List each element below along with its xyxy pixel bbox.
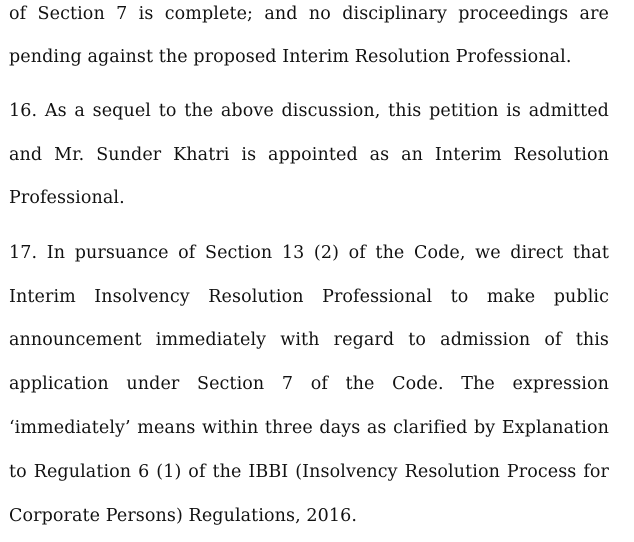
text-line-2: pending against the proposed Interim Resolution Professional. [9, 47, 572, 67]
paragraph-17-line-1: 17. In pursuance of Section 13 (2) of the Code, we direct that [9, 243, 609, 263]
paragraph-16-line-1: 16. As a sequel to the above discussion, this petition is admitted [9, 101, 609, 121]
paragraph-16-line-2: and Mr. Sunder Khatri is appointed as an Interim Resolution [9, 145, 609, 165]
paragraph-17-line-4: application under Section 7 of the Code. The expression [9, 374, 609, 394]
paragraph-17-line-2: Interim Insolvency Resolution Professional to make public [9, 287, 609, 307]
paragraph-17-line-7: Corporate Persons) Regulations, 2016. [9, 506, 358, 526]
paragraph-16-line-3: Professional. [9, 188, 125, 208]
text-line-1: of Section 7 is complete; and no disciplinary proceedings are [9, 4, 609, 24]
paragraph-17-line-5: ‘immediately’ means within three days as clarified by Explanation [9, 418, 609, 438]
paragraph-17-line-3: announcement immediately with regard to admission of this [9, 330, 609, 350]
paragraph-17-line-6: to Regulation 6 (1) of the IBBI (Insolvency Resolution Process for [9, 462, 609, 482]
